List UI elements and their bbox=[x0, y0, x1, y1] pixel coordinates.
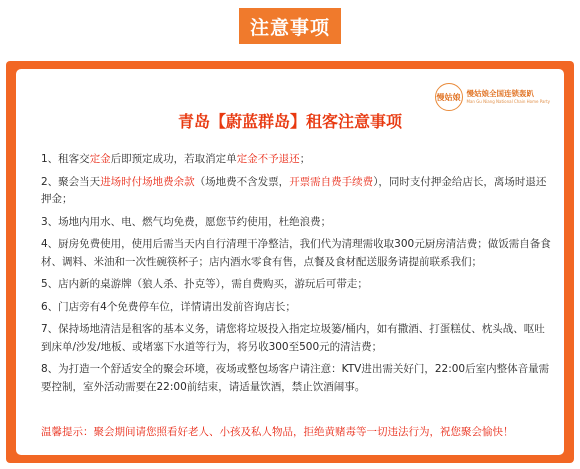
rule-text: 3、场地内用水、电、燃气均免费，愿您节约使用，杜绝浪费； bbox=[41, 215, 332, 228]
rule-item bbox=[41, 174, 553, 209]
rule-text: 6、门店旁有4个免费停车位，详情请出发前咨询店长； bbox=[41, 300, 296, 313]
rule-text: 5、店内新的桌游牌（狼人杀、扑克等），需自费购买，游玩后可带走； bbox=[41, 278, 368, 290]
rule-text: 7、保持场地清洁是租客的基本义务，请您将垃圾投入指定垃圾篓/桶内，如有撒酒、打蛋糕仗、枕头战、呕吐到床单/沙发/地板、或堵塞下水道等行为，将另收300至500元的清洁费； bbox=[41, 323, 545, 353]
rule-text: 后即预定成功，若取消定单 bbox=[110, 153, 237, 165]
rule-text: 4、厨房免费使用，使用后需当天内自行清理干净整洁，我们代为清理需收取300元厨房清洁费；做饭需自备食材、调料、米油和一次性碗筷杯子；店内酒水零食有售，点餐及食材配送服务请提前联系我们； bbox=[41, 238, 551, 268]
rule-text: 1、租客交 bbox=[41, 153, 90, 165]
rule-item bbox=[41, 321, 553, 356]
rule-text: （场地费不含发票， bbox=[194, 175, 290, 188]
rule-item bbox=[41, 276, 553, 294]
rule-text: 2、聚会当天 bbox=[41, 175, 101, 188]
brand-mark-icon: 慢姑娘 bbox=[435, 83, 463, 111]
notice-card bbox=[16, 69, 564, 455]
brand-name: 慢姑娘全国连锁轰趴 bbox=[466, 89, 534, 99]
brand-name-en: Man Gu Niang National Chain Home Party bbox=[466, 98, 550, 104]
rule-item bbox=[41, 361, 553, 396]
rule-item bbox=[41, 151, 553, 169]
page-title: 青岛【蔚蓝群岛】租客注意事项 bbox=[177, 112, 402, 131]
notice-title-badge bbox=[239, 8, 341, 44]
rule-highlight: 开票需自费手续费 bbox=[289, 175, 374, 188]
rule-item bbox=[41, 236, 553, 271]
rule-highlight: 定金不予退还 bbox=[236, 153, 300, 165]
rule-text: ），同时支付押金给店长，离场时退还押金； bbox=[41, 175, 547, 205]
rule-highlight: 定金 bbox=[89, 153, 111, 165]
rules-list bbox=[41, 151, 553, 401]
brand-logo bbox=[435, 83, 551, 111]
rule-text: 8、为打造一个舒适安全的聚会环境，夜场或整包场客户请注意：KTV进出需关好门，22:00后室内整体音量需要控制，室外活动需要在22:00前结束，请适量饮酒，禁止饮酒闹事。 bbox=[41, 363, 550, 393]
rule-item bbox=[41, 214, 553, 232]
rule-text: ； bbox=[299, 153, 311, 165]
warm-tip: 温馨提示：聚会期间请您照看好老人、小孩及私人物品，拒绝黄赌毒等一切违法行为，祝您聚会愉快！ bbox=[41, 426, 514, 438]
notice-frame bbox=[6, 61, 574, 463]
rule-item bbox=[41, 299, 553, 317]
notice-title: 注意事项 bbox=[249, 16, 330, 39]
rule-highlight: 进场时付场地费余款 bbox=[100, 175, 195, 188]
